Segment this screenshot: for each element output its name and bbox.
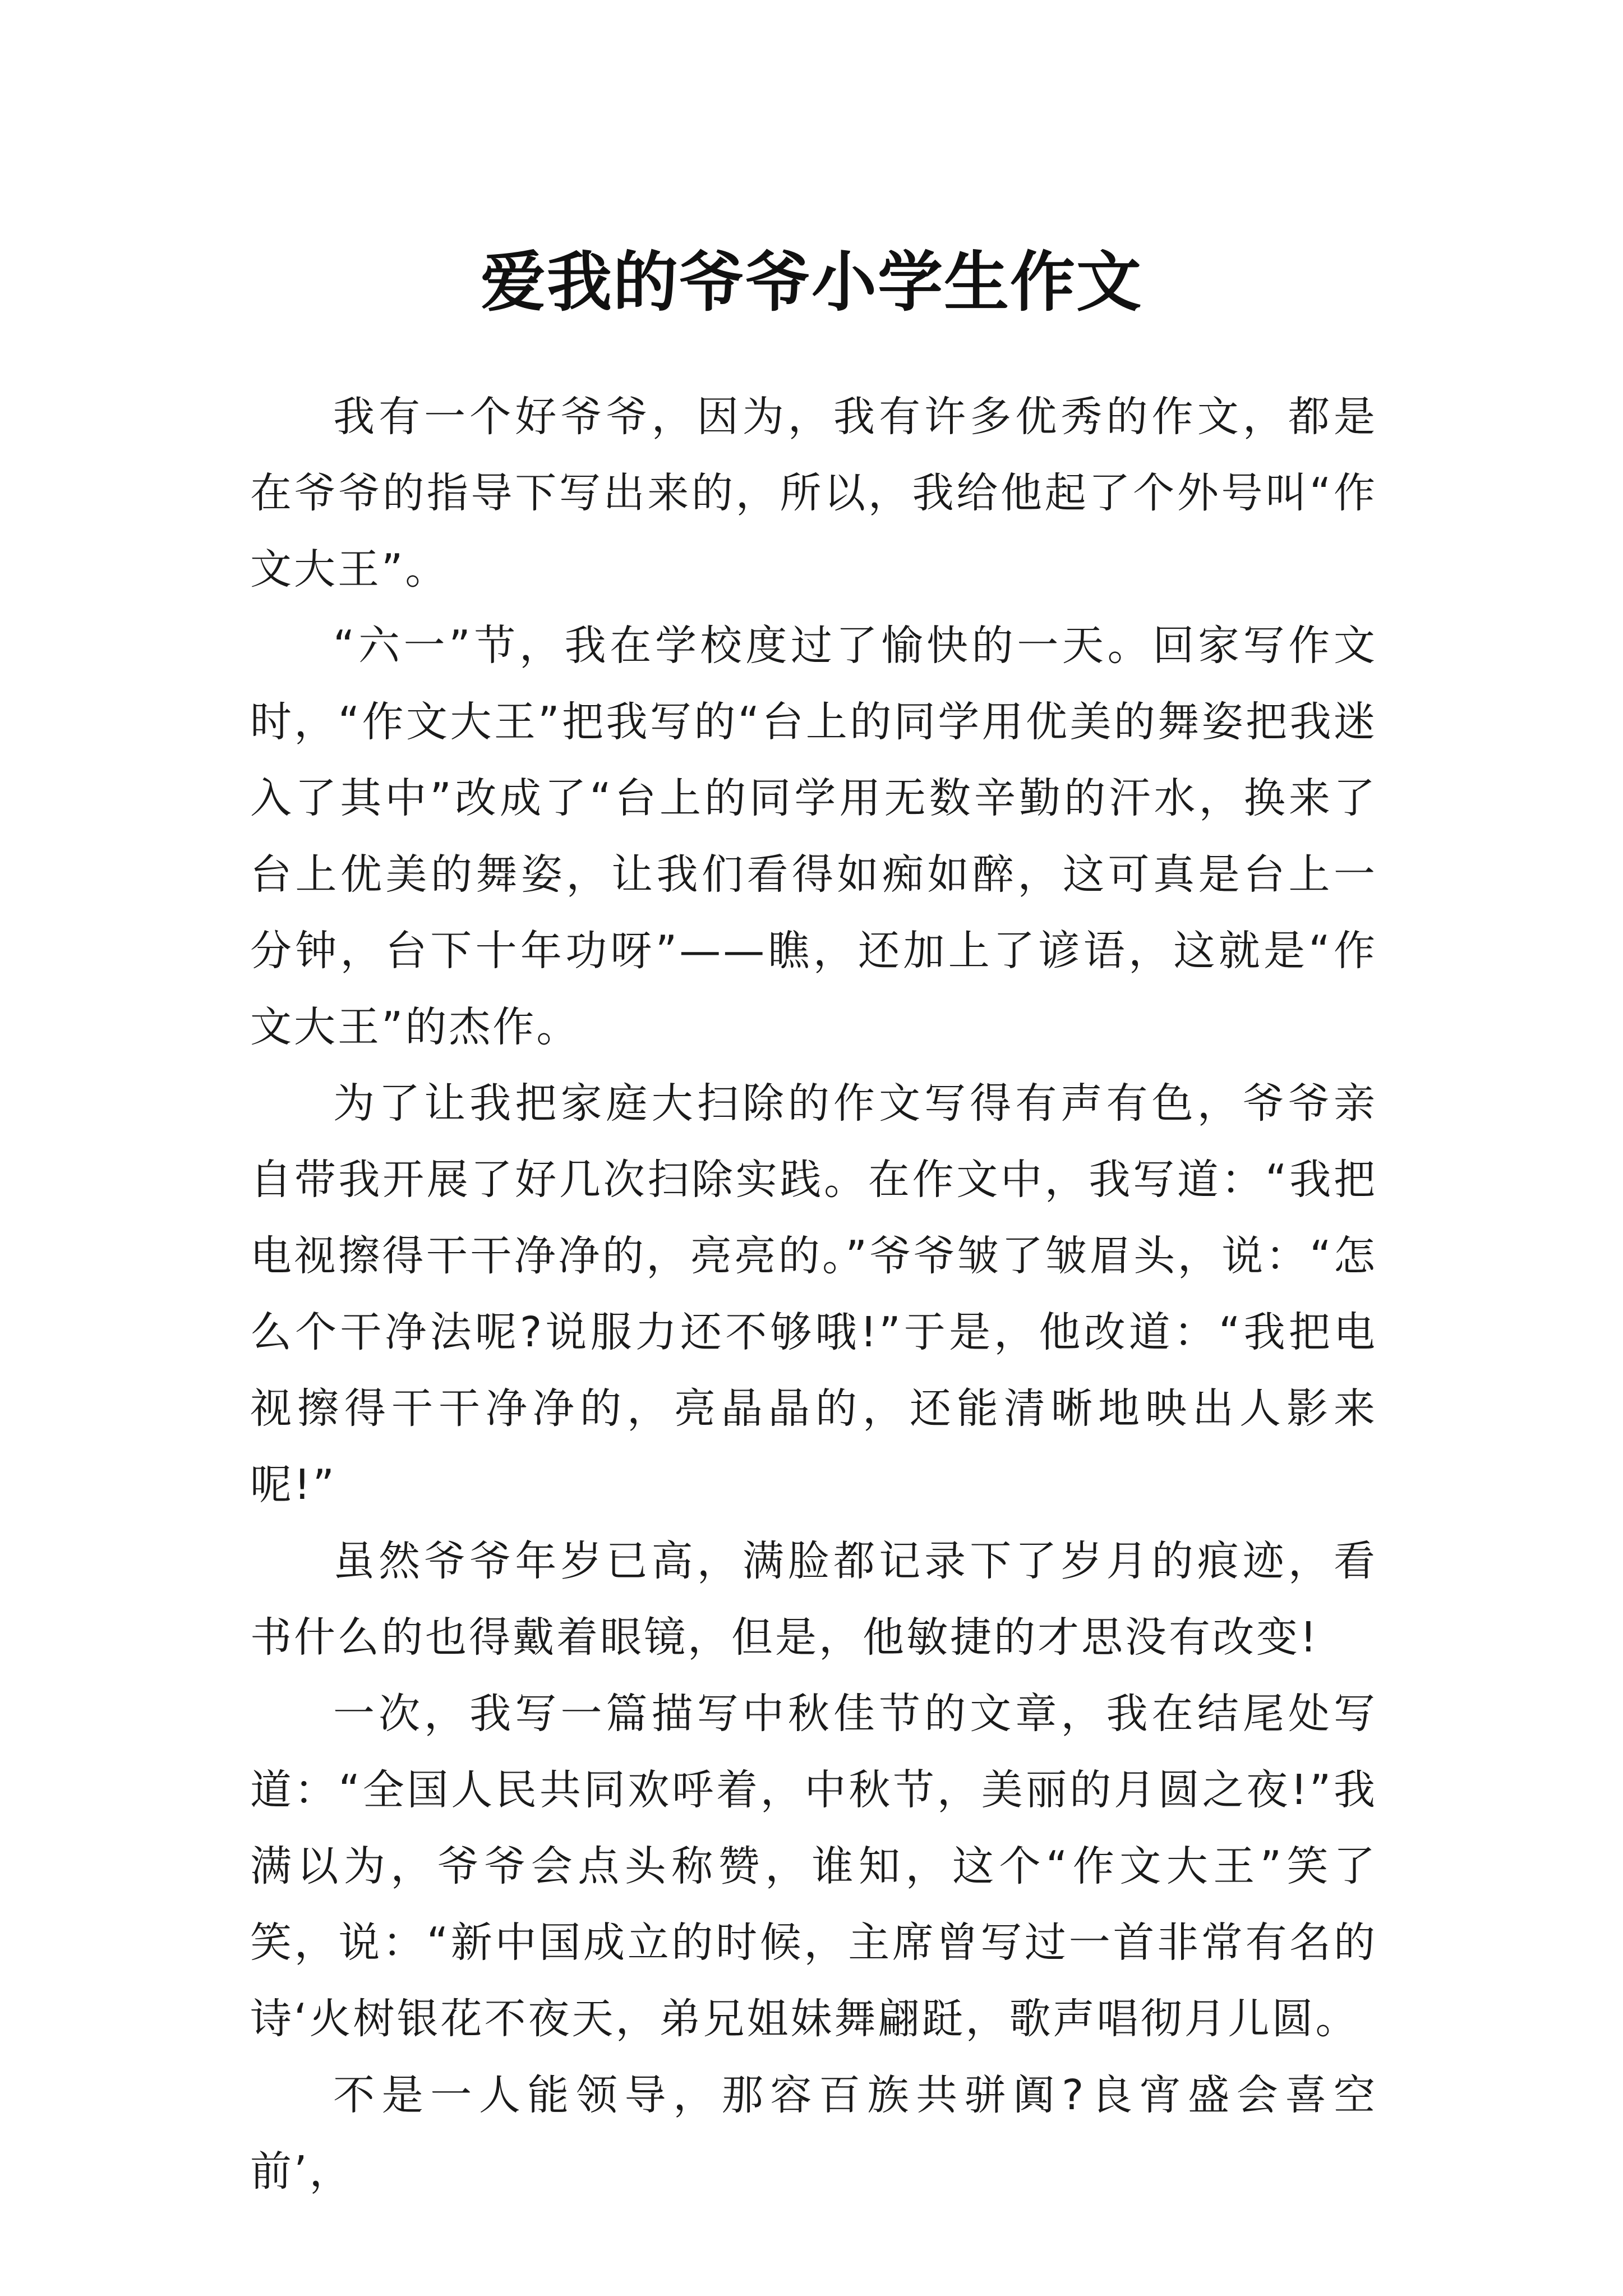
document-body <box>250 379 1377 2210</box>
document-title: 爱我的爷爷小学生作文 <box>481 243 1142 320</box>
paragraph: 我有一个好爷爷，因为，我有许多优秀的作文，都是在爷爷的指导下写出来的，所以，我给他起了个外号叫“作文大王”。 <box>250 393 1377 593</box>
paragraph: “六一”节，我在学校度过了愉快的一天。回家写作文时，“作文大王”把我写的“台上的同学用优美的舞姿把我迷入了其中”改成了“台上的同学用无数辛勤的汗水，换来了台上优美的舞姿，让我们看得如痴如醉，这可真是台上一分钟，台下十年功呀”——瞧，还加上了谚语，这就是“作文大王”的杰作。 <box>250 622 1377 1051</box>
paragraph: 为了让我把家庭大扫除的作文写得有声有色，爷爷亲自带我开展了好几次扫除实践。在作文中，我写道：“我把电视擦得干干净净的，亮亮的。”爷爷皱了皱眉头，说：“怎么个干净法呢?说服力还不够哦!”于是，他改道：“我把电视擦得干干净净的，亮晶晶的，还能清晰地映出人影来呢!” <box>250 1079 1377 1509</box>
paragraph: 虽然爷爷年岁已高，满脸都记录下了岁月的痕迹，看书什么的也得戴着眼镜，但是，他敏捷的才思没有改变! <box>250 1537 1377 1662</box>
paragraph: 一次，我写一篇描写中秋佳节的文章，我在结尾处写道：“全国人民共同欢呼着，中秋节，美丽的月圆之夜!”我满以为，爷爷会点头称赞，谁知，这个“作文大王”笑了笑，说：“新中国成立的时候，主席曾写过一首非常有名的诗‘火树银花不夜天，弟兄姐妹舞翩跹，歌声唱彻月儿圆。 <box>250 1690 1377 2043</box>
paragraph: 不是一人能领导，那容百族共骈阗?良宵盛会喜空前’， <box>250 2071 1377 2196</box>
